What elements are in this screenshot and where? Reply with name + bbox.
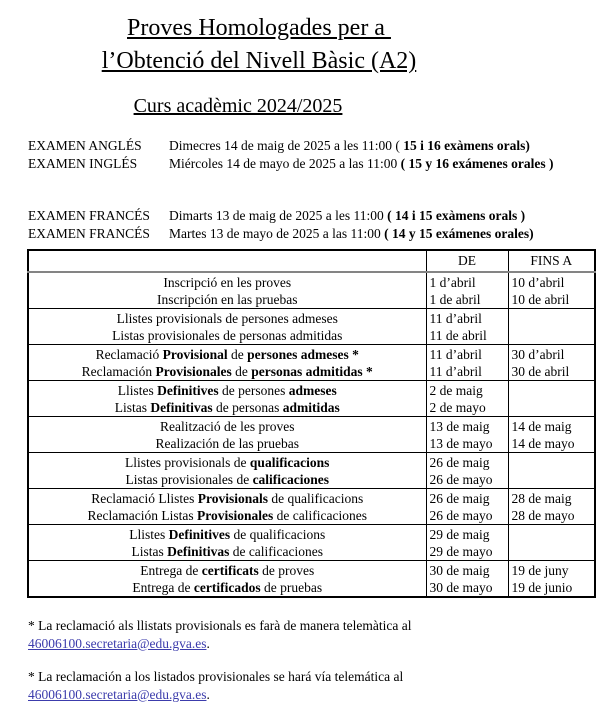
date-from: 29 de mayo (429, 543, 493, 559)
title-line-1 (0, 12, 518, 45)
date-until: 28 de mayo (511, 507, 575, 523)
activity-label (32, 454, 423, 471)
bold-text: ( 14 i 15 exàmens orals ) (387, 208, 526, 223)
activity-label (32, 435, 423, 452)
table-row (28, 272, 595, 309)
text: Martes 13 de mayo de 2025 a las 11:00 (169, 226, 385, 241)
table-header-row (28, 250, 595, 272)
date-from: 11 de abril (429, 327, 487, 343)
text: Listas provisionales de (125, 471, 253, 487)
text: Reclamació Llistes (91, 490, 198, 506)
exam-schedule-section (28, 137, 616, 243)
date-until (512, 471, 592, 488)
fins-a-cell (508, 309, 595, 345)
activity-label (32, 562, 423, 579)
exam-label: EXAMEN ANGLÉS (28, 138, 142, 153)
text: de calificaciones (273, 507, 367, 523)
date-until: 14 de maig (511, 418, 572, 434)
text: Listas provisionales de personas admitidas (112, 327, 343, 343)
date-until: 10 de abril (511, 291, 570, 307)
table-header-activity (28, 250, 426, 272)
text: Realización de las pruebas (155, 435, 300, 451)
text: Reclamación Listas (87, 507, 197, 523)
text: de (231, 363, 252, 379)
activity-label (32, 274, 423, 291)
bold-text: Provisionals (197, 490, 268, 506)
footnote-suffix: . (206, 635, 210, 651)
table-row (28, 345, 595, 381)
document-page (0, 12, 616, 716)
text: de personas (212, 399, 283, 415)
text: Llistes (117, 382, 158, 398)
date-until: 30 d’abril (511, 346, 565, 362)
email-link[interactable]: 46006100.secretaria@edu.gva.es (28, 686, 207, 702)
fins-a-cell (508, 345, 595, 381)
text: de qualificacions (268, 490, 364, 506)
exam-label: EXAMEN FRANCÉS (28, 226, 150, 241)
bold-text: admeses (288, 382, 337, 398)
exam-description (169, 207, 616, 225)
text: de persones (218, 382, 289, 398)
bold-text: Provisional (162, 346, 228, 362)
date-from: 13 de mayo (429, 435, 493, 451)
date-from: 1 de abril (429, 291, 481, 307)
date-until: 28 de maig (511, 490, 572, 506)
date-until: 10 d’abril (511, 274, 565, 290)
document-title (0, 12, 616, 78)
footnote-text: * La reclamació als llistats provisionals es farà de manera telemàtica al (28, 618, 412, 633)
fins-a-cell (508, 525, 595, 561)
date-from: 2 de maig (429, 382, 483, 398)
date-until: 14 de mayo (511, 435, 575, 451)
academic-year-text: Curs acadèmic 2024/2025 (133, 95, 343, 117)
date-until (512, 310, 592, 327)
de-cell (426, 453, 508, 489)
bold-text: Provisionales (197, 507, 274, 523)
de-cell (426, 489, 508, 525)
table-header-de: DE (426, 250, 508, 272)
activity-label (32, 327, 423, 344)
date-from: 11 d’abril (429, 346, 482, 362)
text: Inscripción en las pruebas (156, 291, 298, 307)
date-from: 30 de maig (429, 562, 490, 578)
bold-text: personas admitidas * (251, 363, 373, 379)
text: Listas (131, 543, 168, 559)
date-from: 11 d’abril (429, 363, 482, 379)
academic-year-subtitle (0, 93, 616, 119)
exam-description (169, 137, 616, 155)
date-until (512, 382, 592, 399)
fins-a-cell (508, 561, 595, 598)
date-from: 13 de maig (429, 418, 490, 434)
fins-a-cell (508, 381, 595, 417)
footnote (28, 668, 616, 703)
table-row (28, 381, 595, 417)
exam-line (28, 137, 616, 155)
de-cell (426, 561, 508, 598)
de-cell (426, 381, 508, 417)
fins-a-cell (508, 417, 595, 453)
date-from: 1 d’abril (429, 274, 476, 290)
bold-text: Definitives (157, 382, 219, 398)
table-row (28, 417, 595, 453)
activity-label (32, 346, 423, 363)
bold-text: calificaciones (252, 471, 330, 487)
bold-text: ( 14 y 15 exámenes orales) (384, 226, 534, 241)
table-row (28, 489, 595, 525)
activity-cell (28, 309, 426, 345)
activity-cell (28, 272, 426, 309)
exam-line (28, 155, 616, 173)
date-until: 30 de abril (511, 363, 570, 379)
activity-label (32, 291, 423, 308)
table-row (28, 453, 595, 489)
activity-label (32, 399, 423, 416)
activity-cell (28, 525, 426, 561)
exam-description (169, 155, 616, 173)
activity-cell (28, 417, 426, 453)
exam-label: EXAMEN FRANCÉS (28, 208, 150, 223)
bold-text: Definitivas (150, 399, 213, 415)
table-header-fins-a: FINS A (508, 250, 595, 272)
fins-a-cell (508, 272, 595, 309)
text: de calificaciones (229, 543, 324, 559)
activity-cell (28, 345, 426, 381)
exam-label: EXAMEN INGLÉS (28, 156, 138, 171)
date-until (512, 399, 592, 416)
footnote (28, 617, 616, 652)
bold-text: Definitives (168, 526, 231, 542)
text: de pruebas (260, 579, 323, 595)
table-row (28, 525, 595, 561)
date-from: 30 de mayo (429, 579, 493, 595)
date-until (512, 526, 592, 543)
exam-line (28, 207, 616, 225)
bold-text: ( 15 y 16 exámenes orales ) (400, 156, 554, 171)
activity-label (32, 382, 423, 399)
bold-text: qualificacions (249, 454, 330, 470)
date-until: 19 de junio (511, 579, 573, 595)
date-from: 26 de maig (429, 454, 490, 470)
text: Inscripció en les proves (163, 274, 292, 290)
date-from: 29 de maig (429, 526, 490, 542)
activity-label (32, 526, 423, 543)
date-until (512, 454, 592, 471)
text: Listas (114, 399, 151, 415)
de-cell (426, 525, 508, 561)
table-row (28, 561, 595, 598)
schedule-table (27, 249, 596, 598)
bold-text: certificats (201, 562, 259, 578)
date-from: 26 de mayo (429, 471, 493, 487)
de-cell (426, 272, 508, 309)
fins-a-cell (508, 453, 595, 489)
text: Entrega de (132, 579, 194, 595)
de-cell (426, 345, 508, 381)
bold-text: 15 i 16 exàmens orals) (403, 138, 530, 153)
date-from: 26 de maig (429, 490, 490, 506)
date-from: 2 de mayo (429, 399, 486, 415)
title-line-1-text: Proves Homologades per a (127, 15, 391, 41)
activity-cell (28, 561, 426, 598)
activity-cell (28, 453, 426, 489)
text: Llistes (129, 526, 169, 542)
activity-label (32, 310, 423, 327)
text: Llistes provisionals de persones admeses (116, 310, 338, 326)
table-row (28, 309, 595, 345)
date-until (512, 543, 592, 560)
title-line-2-text: l’Obtenció del Nivell Bàsic (A2) (101, 48, 417, 74)
exam-description (169, 225, 616, 243)
activity-label (32, 579, 423, 596)
text: Reclamación (81, 363, 156, 379)
footnotes-section (28, 617, 616, 703)
text: Dimarts 13 de maig de 2025 a les 11:00 (169, 208, 388, 223)
activity-label (32, 418, 423, 435)
text: Llistes provisionals de (125, 454, 250, 470)
date-from: 26 de mayo (429, 507, 493, 523)
text: de (227, 346, 248, 362)
title-line-2 (0, 45, 518, 78)
bold-text: certificados (193, 579, 261, 595)
text: Dimecres 14 de maig de 2025 a les 11:00 ( (169, 138, 404, 153)
activity-label (32, 471, 423, 488)
footnote-suffix: . (206, 686, 210, 702)
email-link[interactable]: 46006100.secretaria@edu.gva.es (28, 635, 207, 651)
text: Entrega de (140, 562, 202, 578)
footnote-text: * La reclamación a los listados provisionales se hará vía telemática al (28, 669, 404, 684)
activity-label (32, 507, 423, 524)
text: Realització de les proves (159, 418, 295, 434)
bold-text: Definitivas (167, 543, 230, 559)
activity-cell (28, 489, 426, 525)
activity-label (32, 363, 423, 380)
bold-text: admitidas (282, 399, 340, 415)
activity-label (32, 490, 423, 507)
text: de qualificacions (230, 526, 326, 542)
text: Miércoles 14 de mayo de 2025 a las 11:00 (169, 156, 401, 171)
date-from: 11 d’abril (429, 310, 482, 326)
de-cell (426, 417, 508, 453)
text: de proves (258, 562, 315, 578)
activity-cell (28, 381, 426, 417)
bold-text: persones admeses * (247, 346, 359, 362)
activity-label (32, 543, 423, 560)
bold-text: Provisionales (155, 363, 232, 379)
text: Reclamació (95, 346, 163, 362)
de-cell (426, 309, 508, 345)
fins-a-cell (508, 489, 595, 525)
date-until (512, 327, 592, 344)
date-until: 19 de juny (511, 562, 569, 578)
exam-line (28, 225, 616, 243)
